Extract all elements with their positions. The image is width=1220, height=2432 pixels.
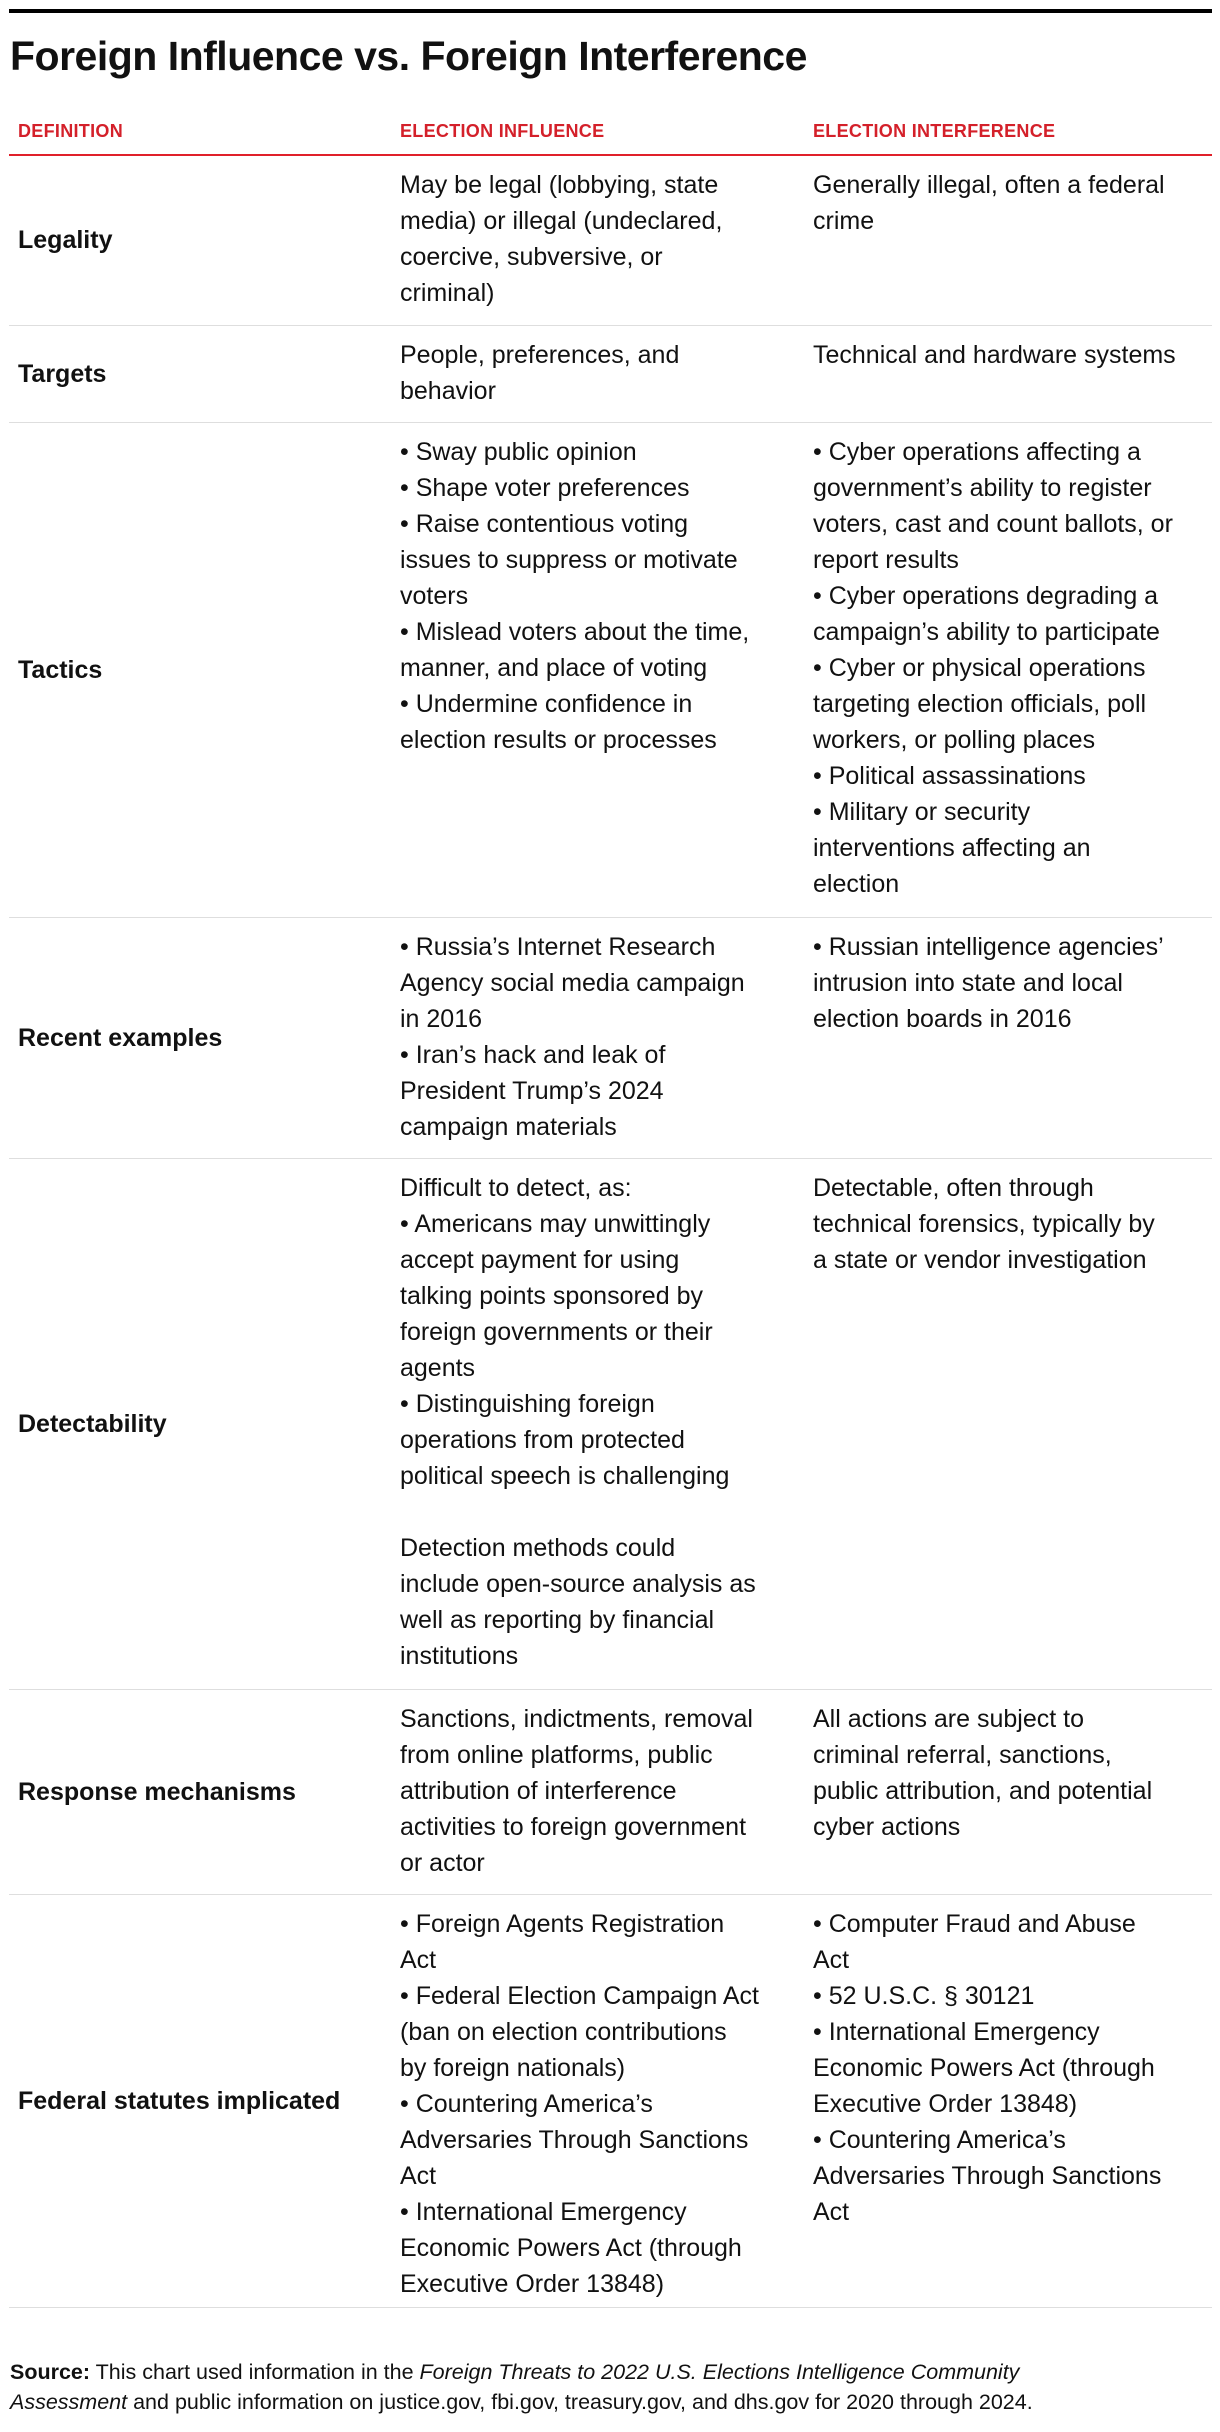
- cell-line: • Military or security: [813, 798, 1031, 826]
- cell-line: • Computer Fraud and Abuse: [813, 1910, 1136, 1938]
- cell-line: election results or processes: [400, 726, 717, 754]
- cell-line: criminal referral, sanctions,: [813, 1741, 1112, 1769]
- row-label: Legality: [18, 226, 113, 254]
- cell-line: May be legal (lobbying, state: [400, 171, 719, 199]
- cell-line: People, preferences, and: [400, 341, 680, 369]
- source-line-1: [10, 2357, 1033, 2387]
- influence-cell: [400, 918, 813, 1158]
- cell-line: • 52 U.S.C. § 30121: [813, 1982, 1035, 2010]
- source-report-title: Foreign Threats to 2022 U.S. Elections Intelligence Community: [419, 2360, 1020, 2384]
- influence-cell: [400, 1159, 813, 1689]
- table-row: [9, 1895, 1212, 2308]
- cell-line: interventions affecting an: [813, 834, 1091, 862]
- row-label: Response mechanisms: [18, 1777, 296, 1806]
- cell-line: workers, or polling places: [813, 726, 1096, 754]
- cell-line: Technical and hardware systems: [813, 341, 1176, 369]
- cell-line: • International Emergency: [813, 2018, 1100, 2046]
- cell-line: talking points sponsored by: [400, 1282, 703, 1310]
- cell-line: intrusion into state and local: [813, 969, 1123, 997]
- cell-line: campaign’s ability to participate: [813, 618, 1160, 646]
- interference-cell: [813, 1159, 1212, 1689]
- cell-line: crime: [813, 207, 875, 235]
- cell-line: agents: [400, 1354, 476, 1382]
- row-label: Recent examples: [18, 1023, 223, 1052]
- cell-line: government’s ability to register: [813, 474, 1152, 502]
- cell-line: Detection methods could: [400, 1534, 676, 1562]
- cell-line: targeting election officials, poll: [813, 690, 1147, 718]
- cell-line: • Countering America’s: [813, 2126, 1066, 2154]
- cell-line: campaign materials: [400, 1113, 617, 1141]
- cell-line: • Political assassinations: [813, 762, 1086, 790]
- cell-line: election: [813, 870, 900, 898]
- cell-line: in 2016: [400, 1005, 483, 1033]
- cell-line: Executive Order 13848): [400, 2270, 665, 2298]
- cell-line: • Foreign Agents Registration: [400, 1910, 725, 1938]
- cell-line: a state or vendor investigation: [813, 1246, 1147, 1274]
- cell-line: report results: [813, 546, 959, 574]
- cell-line: [400, 1494, 803, 1530]
- cell-line: • Undermine confidence in: [400, 690, 693, 718]
- table-row: [9, 1159, 1212, 1690]
- cell-line: • Americans may unwittingly: [400, 1210, 711, 1238]
- cell-line: • Sway public opinion: [400, 438, 637, 466]
- cell-line: • Mislead voters about the time,: [400, 618, 750, 646]
- row-label: Targets: [18, 359, 107, 388]
- comparison-table: [9, 108, 1212, 2308]
- cell-line: • Iran’s hack and leak of: [400, 1041, 666, 1069]
- cell-line: Adversaries Through Sanctions: [400, 2126, 749, 2154]
- row-label: Detectability: [18, 1409, 167, 1438]
- cell-line: Adversaries Through Sanctions: [813, 2162, 1162, 2190]
- table-body: [9, 156, 1212, 2308]
- cell-line: include open-source analysis as: [400, 1570, 756, 1598]
- header-election-influence: ELECTION INFLUENCE: [400, 120, 605, 141]
- header-election-interference: ELECTION INTERFERENCE: [813, 120, 1056, 141]
- cell-line: Sanctions, indictments, removal: [400, 1705, 753, 1733]
- cell-line: • Russia’s Internet Research: [400, 933, 716, 961]
- cell-line: manner, and place of voting: [400, 654, 708, 682]
- cell-line: Detectable, often through: [813, 1174, 1094, 1202]
- page-title: Foreign Influence vs. Foreign Interference: [10, 33, 807, 79]
- cell-line: • Shape voter preferences: [400, 474, 690, 502]
- source-text-before: This chart used information in the: [95, 2360, 414, 2384]
- cell-line: media) or illegal (undeclared,: [400, 207, 723, 235]
- table-row: [9, 1690, 1212, 1895]
- cell-line: issues to suppress or motivate: [400, 546, 738, 574]
- cell-line: well as reporting by financial: [400, 1606, 715, 1634]
- cell-line: • International Emergency: [400, 2198, 687, 2226]
- source-line-2: [10, 2387, 1033, 2417]
- cell-line: Economic Powers Act (through: [400, 2234, 742, 2262]
- interference-cell: [813, 326, 1212, 422]
- row-label: Tactics: [18, 655, 103, 684]
- cell-line: (ban on election contributions: [400, 2018, 727, 2046]
- cell-line: institutions: [400, 1642, 519, 1670]
- cell-line: operations from protected: [400, 1426, 685, 1454]
- cell-line: Act: [813, 2198, 850, 2226]
- cell-line: Act: [813, 1946, 850, 1974]
- cell-line: accept payment for using: [400, 1246, 680, 1274]
- cell-line: All actions are subject to: [813, 1705, 1084, 1733]
- cell-line: President Trump’s 2024: [400, 1077, 664, 1105]
- header-definition: DEFINITION: [18, 120, 123, 141]
- cell-line: or actor: [400, 1849, 485, 1877]
- cell-line: criminal): [400, 279, 495, 307]
- cell-line: • Cyber operations degrading a: [813, 582, 1159, 610]
- table-row: [9, 326, 1212, 423]
- cell-line: Act: [400, 2162, 437, 2190]
- cell-line: Act: [400, 1946, 437, 1974]
- cell-line: Generally illegal, often a federal: [813, 171, 1165, 199]
- interference-cell: [813, 918, 1212, 1158]
- interference-cell: [813, 423, 1212, 917]
- influence-cell: [400, 1895, 813, 2307]
- cell-line: voters, cast and count ballots, or: [813, 510, 1173, 538]
- cell-line: • Federal Election Campaign Act: [400, 1982, 759, 2010]
- source-note: [10, 2357, 1033, 2417]
- cell-line: coercive, subversive, or: [400, 243, 663, 271]
- cell-line: by foreign nationals): [400, 2054, 626, 2082]
- influence-cell: [400, 156, 813, 325]
- source-label: Source:: [10, 2360, 91, 2384]
- cell-line: attribution of interference: [400, 1777, 677, 1805]
- cell-line: technical forensics, typically by: [813, 1210, 1155, 1238]
- influence-cell: [400, 423, 813, 917]
- cell-line: Economic Powers Act (through: [813, 2054, 1155, 2082]
- cell-line: Agency social media campaign: [400, 969, 745, 997]
- interference-cell: [813, 156, 1212, 325]
- source-report-title-end: Assessment: [10, 2390, 128, 2414]
- cell-line: Executive Order 13848): [813, 2090, 1078, 2118]
- cell-line: • Countering America’s: [400, 2090, 653, 2118]
- cell-line: political speech is challenging: [400, 1462, 730, 1490]
- influence-cell: [400, 1690, 813, 1894]
- interference-cell: [813, 1690, 1212, 1894]
- cell-line: • Distinguishing foreign: [400, 1390, 655, 1418]
- cell-line: foreign governments or their: [400, 1318, 713, 1346]
- interference-cell: [813, 1895, 1212, 2307]
- cell-line: • Cyber or physical operations: [813, 654, 1146, 682]
- cell-line: • Raise contentious voting: [400, 510, 689, 538]
- cell-line: public attribution, and potential: [813, 1777, 1153, 1805]
- table-row: [9, 156, 1212, 326]
- cell-line: election boards in 2016: [813, 1005, 1072, 1033]
- influence-cell: [400, 326, 813, 422]
- table-header: [9, 108, 1212, 156]
- cell-line: behavior: [400, 377, 496, 405]
- cell-line: voters: [400, 582, 469, 610]
- table-row: [9, 918, 1212, 1159]
- cell-line: Difficult to detect, as:: [400, 1174, 632, 1202]
- top-rule: [9, 9, 1212, 13]
- row-label: Federal statutes implicated: [18, 2086, 341, 2115]
- cell-line: • Russian intelligence agencies’: [813, 933, 1164, 961]
- source-text-after: and public information on justice.gov, fbi.gov, treasury.gov, and dhs.gov for 2020 through 2024.: [133, 2390, 1033, 2414]
- table-row: [9, 423, 1212, 918]
- cell-line: activities to foreign government: [400, 1813, 747, 1841]
- cell-line: from online platforms, public: [400, 1741, 713, 1769]
- cell-line: cyber actions: [813, 1813, 961, 1841]
- cell-line: • Cyber operations affecting a: [813, 438, 1141, 466]
